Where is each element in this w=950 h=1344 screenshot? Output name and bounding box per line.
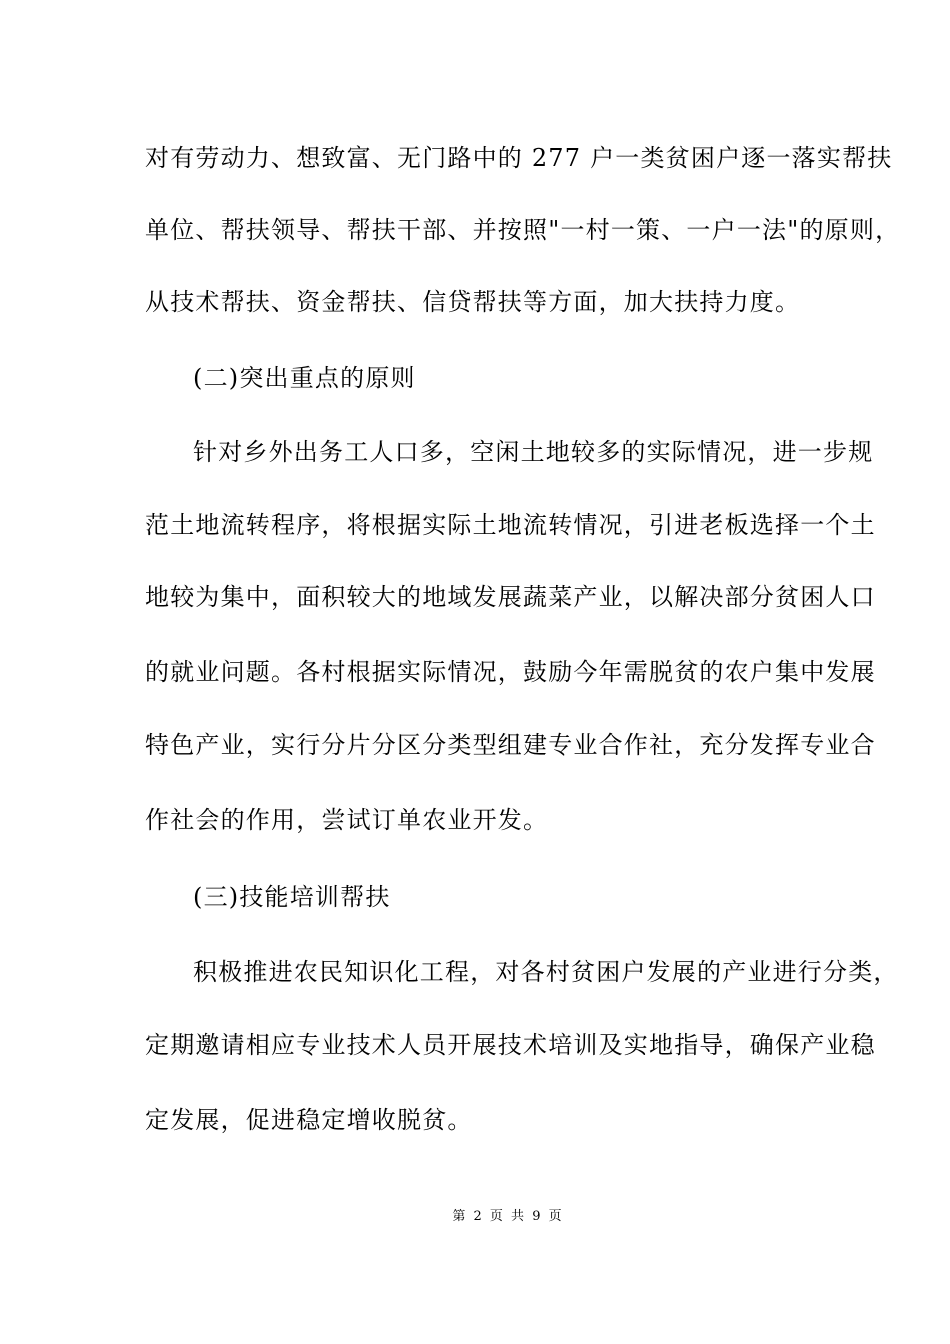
paragraph-2-line-2: 范土地流转程序，将根据实际土地流转情况，引进老板选择一个土 [145, 511, 876, 539]
paragraph-2-line-6: 作社会的作用，尝试订单农业开发。 [145, 806, 549, 834]
section-heading-2: (二)突出重点的原则 [193, 364, 416, 392]
section-heading-3: (三)技能培训帮扶 [193, 883, 391, 911]
paragraph-1-line-1: 对有劳动力、想致富、无门路中的 277 户一类贫困户逐一落实帮扶 [145, 144, 893, 172]
paragraph-1-line-3: 从技术帮扶、资金帮扶、信贷帮扶等方面，加大扶持力度。 [145, 288, 801, 316]
paragraph-2-line-4: 的就业问题。各村根据实际情况，鼓励今年需脱贫的农户集中发展 [145, 658, 876, 686]
paragraph-1-line-2: 单位、帮扶领导、帮扶干部、并按照"一村一策、一户一法"的原则， [145, 216, 901, 244]
paragraph-2-line-5: 特色产业，实行分片分区分类型组建专业合作社，充分发挥专业合 [145, 731, 876, 759]
paragraph-3-line-2: 定期邀请相应专业技术人员开展技术培训及实地指导，确保产业稳 [145, 1031, 876, 1059]
paragraph-3-line-1: 积极推进农民知识化工程，对各村贫困户发展的产业进行分类， [193, 958, 899, 986]
paragraph-3-line-3: 定发展，促进稳定增收脱贫。 [145, 1106, 473, 1134]
paragraph-2-line-3: 地较为集中，面积较大的地域发展蔬菜产业，以解决部分贫困人口 [145, 583, 876, 611]
page-number-footer: 第 2 页 共 9 页 [452, 1209, 564, 1224]
paragraph-2-line-1: 针对乡外出务工人口多，空闲土地较多的实际情况，进一步规 [193, 438, 874, 466]
